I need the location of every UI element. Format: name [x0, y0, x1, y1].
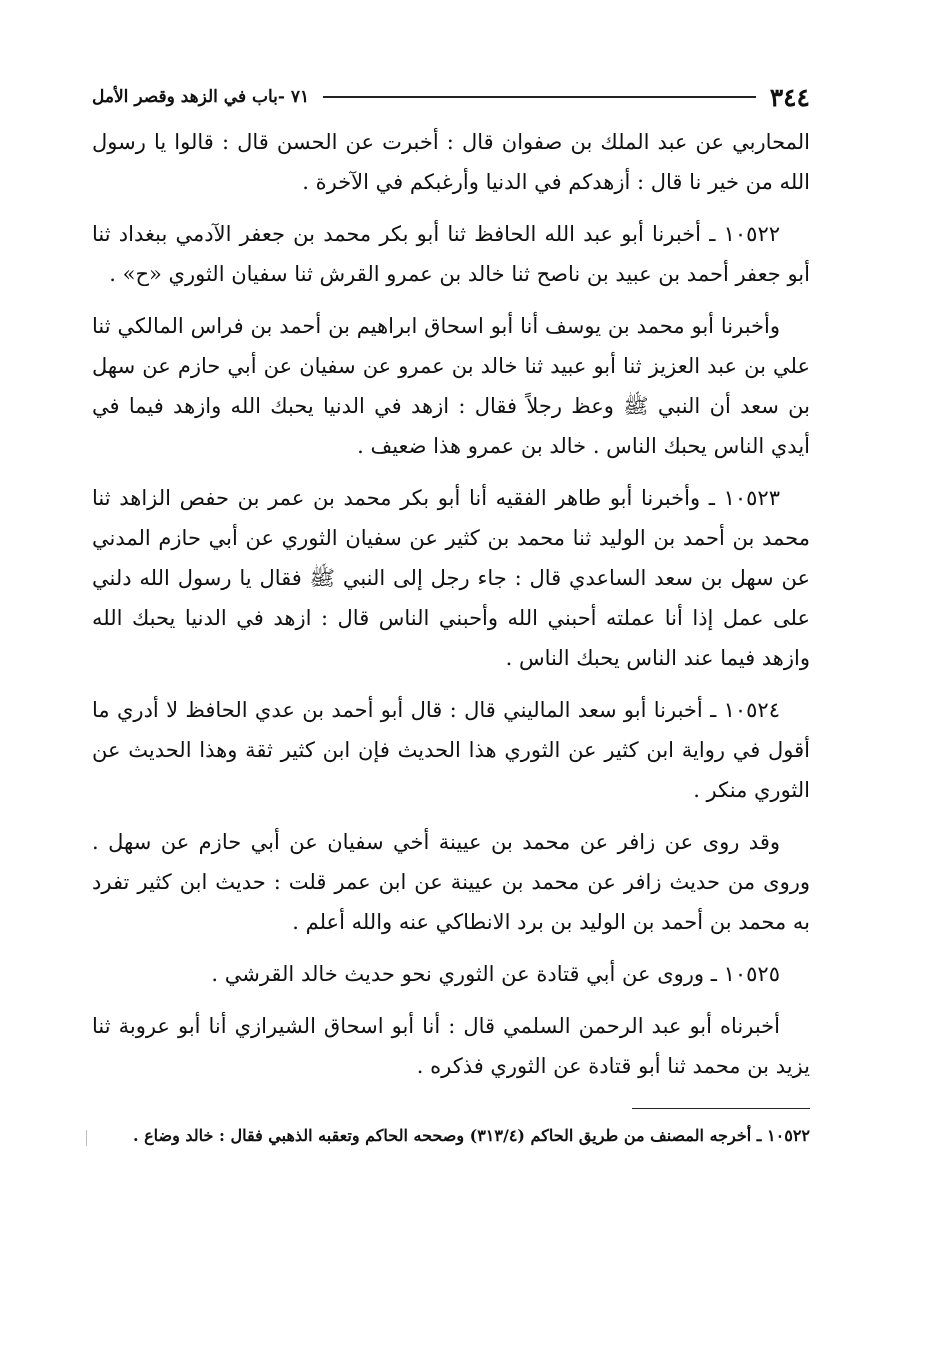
paragraph — [92, 122, 810, 202]
paragraph-text: وأخبرنا أبو طاهر الفقيه أنا أبو بكر محمد بن عمر بن حفص الزاهد ثنا محمد بن أحمد بن الوليد ثنا محمد بن كثير عن سفيان الثوري عن أبي حازم المدني عن سهل بن سعد الساعدي قال : جاء رجل إلى النبي ﷺ فقال يا رسول الله دلني على عمل إذا أنا عملته أحبني الله وأحبني الناس قال : ازهد في الدنيا يحبك الله وازهد فيما عند الناس يحبك الناس . — [92, 486, 810, 670]
paragraph-text: المحاربي عن عبد الملك بن صفوان قال : أخبرت عن الحسن قال : قالوا يا رسول الله من خير نا قال : أزهدكم في الدنيا وأرغبكم في الآخرة . — [92, 130, 810, 194]
hadith-number: ١٠٥٢٢ ـ — [709, 222, 781, 246]
paragraph-text: أخبرناه أبو عبد الرحمن السلمي قال : أنا أبو اسحاق الشيرازي أنا أبو عروبة ثنا يزيد بن محمد ثنا أبو قتادة عن الثوري فذكره . — [92, 1014, 810, 1078]
paragraph — [92, 822, 810, 942]
running-header — [92, 78, 810, 116]
hadith-paragraph — [92, 214, 810, 294]
page-number: ٣٤٤ — [769, 82, 810, 112]
paragraph — [92, 306, 810, 466]
chapter-title: ٧١ -باب في الزهد وقصر الأمل — [92, 87, 310, 107]
hadith-paragraph — [92, 954, 810, 994]
footnote-rule — [632, 1108, 810, 1109]
footnote: ١٠٥٢٢ ـ أخرجه المصنف من طريق الحاكم (٣١٣/٤) وصححه الحاكم وتعقبه الذهبي فقال : خالد وضاع . — [132, 1126, 810, 1145]
header-rule — [323, 96, 756, 98]
paragraph-text: وأخبرنا أبو محمد بن يوسف أنا أبو اسحاق ابراهيم بن أحمد بن فراس المالكي ثنا علي بن عبد العزيز ثنا أبو عبيد ثنا خالد بن عمرو عن سفيان عن أبي حازم عن سهل بن سعد أن النبي ﷺ وعظ رجلاً فقال : ازهد في الدنيا يحبك الله وازهد فيما في أيدي الناس يحبك الناس . خالد بن عمرو هذا ضعيف . — [92, 314, 810, 458]
paragraph — [92, 1006, 810, 1086]
hadith-paragraph — [92, 690, 810, 810]
paragraph-text: أخبرنا أبو سعد الماليني قال : قال أبو أحمد بن عدي الحافظ لا أدري ما أقول في رواية ابن كثير عن الثوري هذا الحديث فإن ابن كثير ثقة وهذا الحديث عن الثوري منكر . — [92, 698, 810, 802]
hadith-number: ١٠٥٢٤ ـ — [710, 698, 780, 722]
hadith-paragraph — [92, 478, 810, 678]
hadith-number: ١٠٥٢٣ ـ — [708, 486, 780, 510]
paragraph-text: وروى عن أبي قتادة عن الثوري نحو حديث خالد القرشي . — [211, 962, 705, 986]
hadith-number: ١٠٥٢٥ ـ — [710, 962, 780, 986]
paragraph-text: وقد روى عن زافر عن محمد بن عيينة أخي سفيان عن أبي حازم عن سهل . وروى من حديث زافر عن محمد بن عيينة عن ابن عمر قلت : حديث ابن كثير تفرد به محمد بن أحمد بن الوليد بن برد الانطاكي عنه والله أعلم . — [92, 830, 810, 934]
body-text — [92, 122, 810, 1086]
margin-mark — [86, 1130, 87, 1146]
book-page — [92, 78, 810, 1151]
paragraph-text: أخبرنا أبو عبد الله الحافظ ثنا أبو بكر محمد بن جعفر الآدمي ببغداد ثنا أبو جعفر أحمد بن عبيد بن ناصح ثنا خالد بن عمرو القرش ثنا سفيان الثوري «ح» . — [92, 222, 810, 286]
